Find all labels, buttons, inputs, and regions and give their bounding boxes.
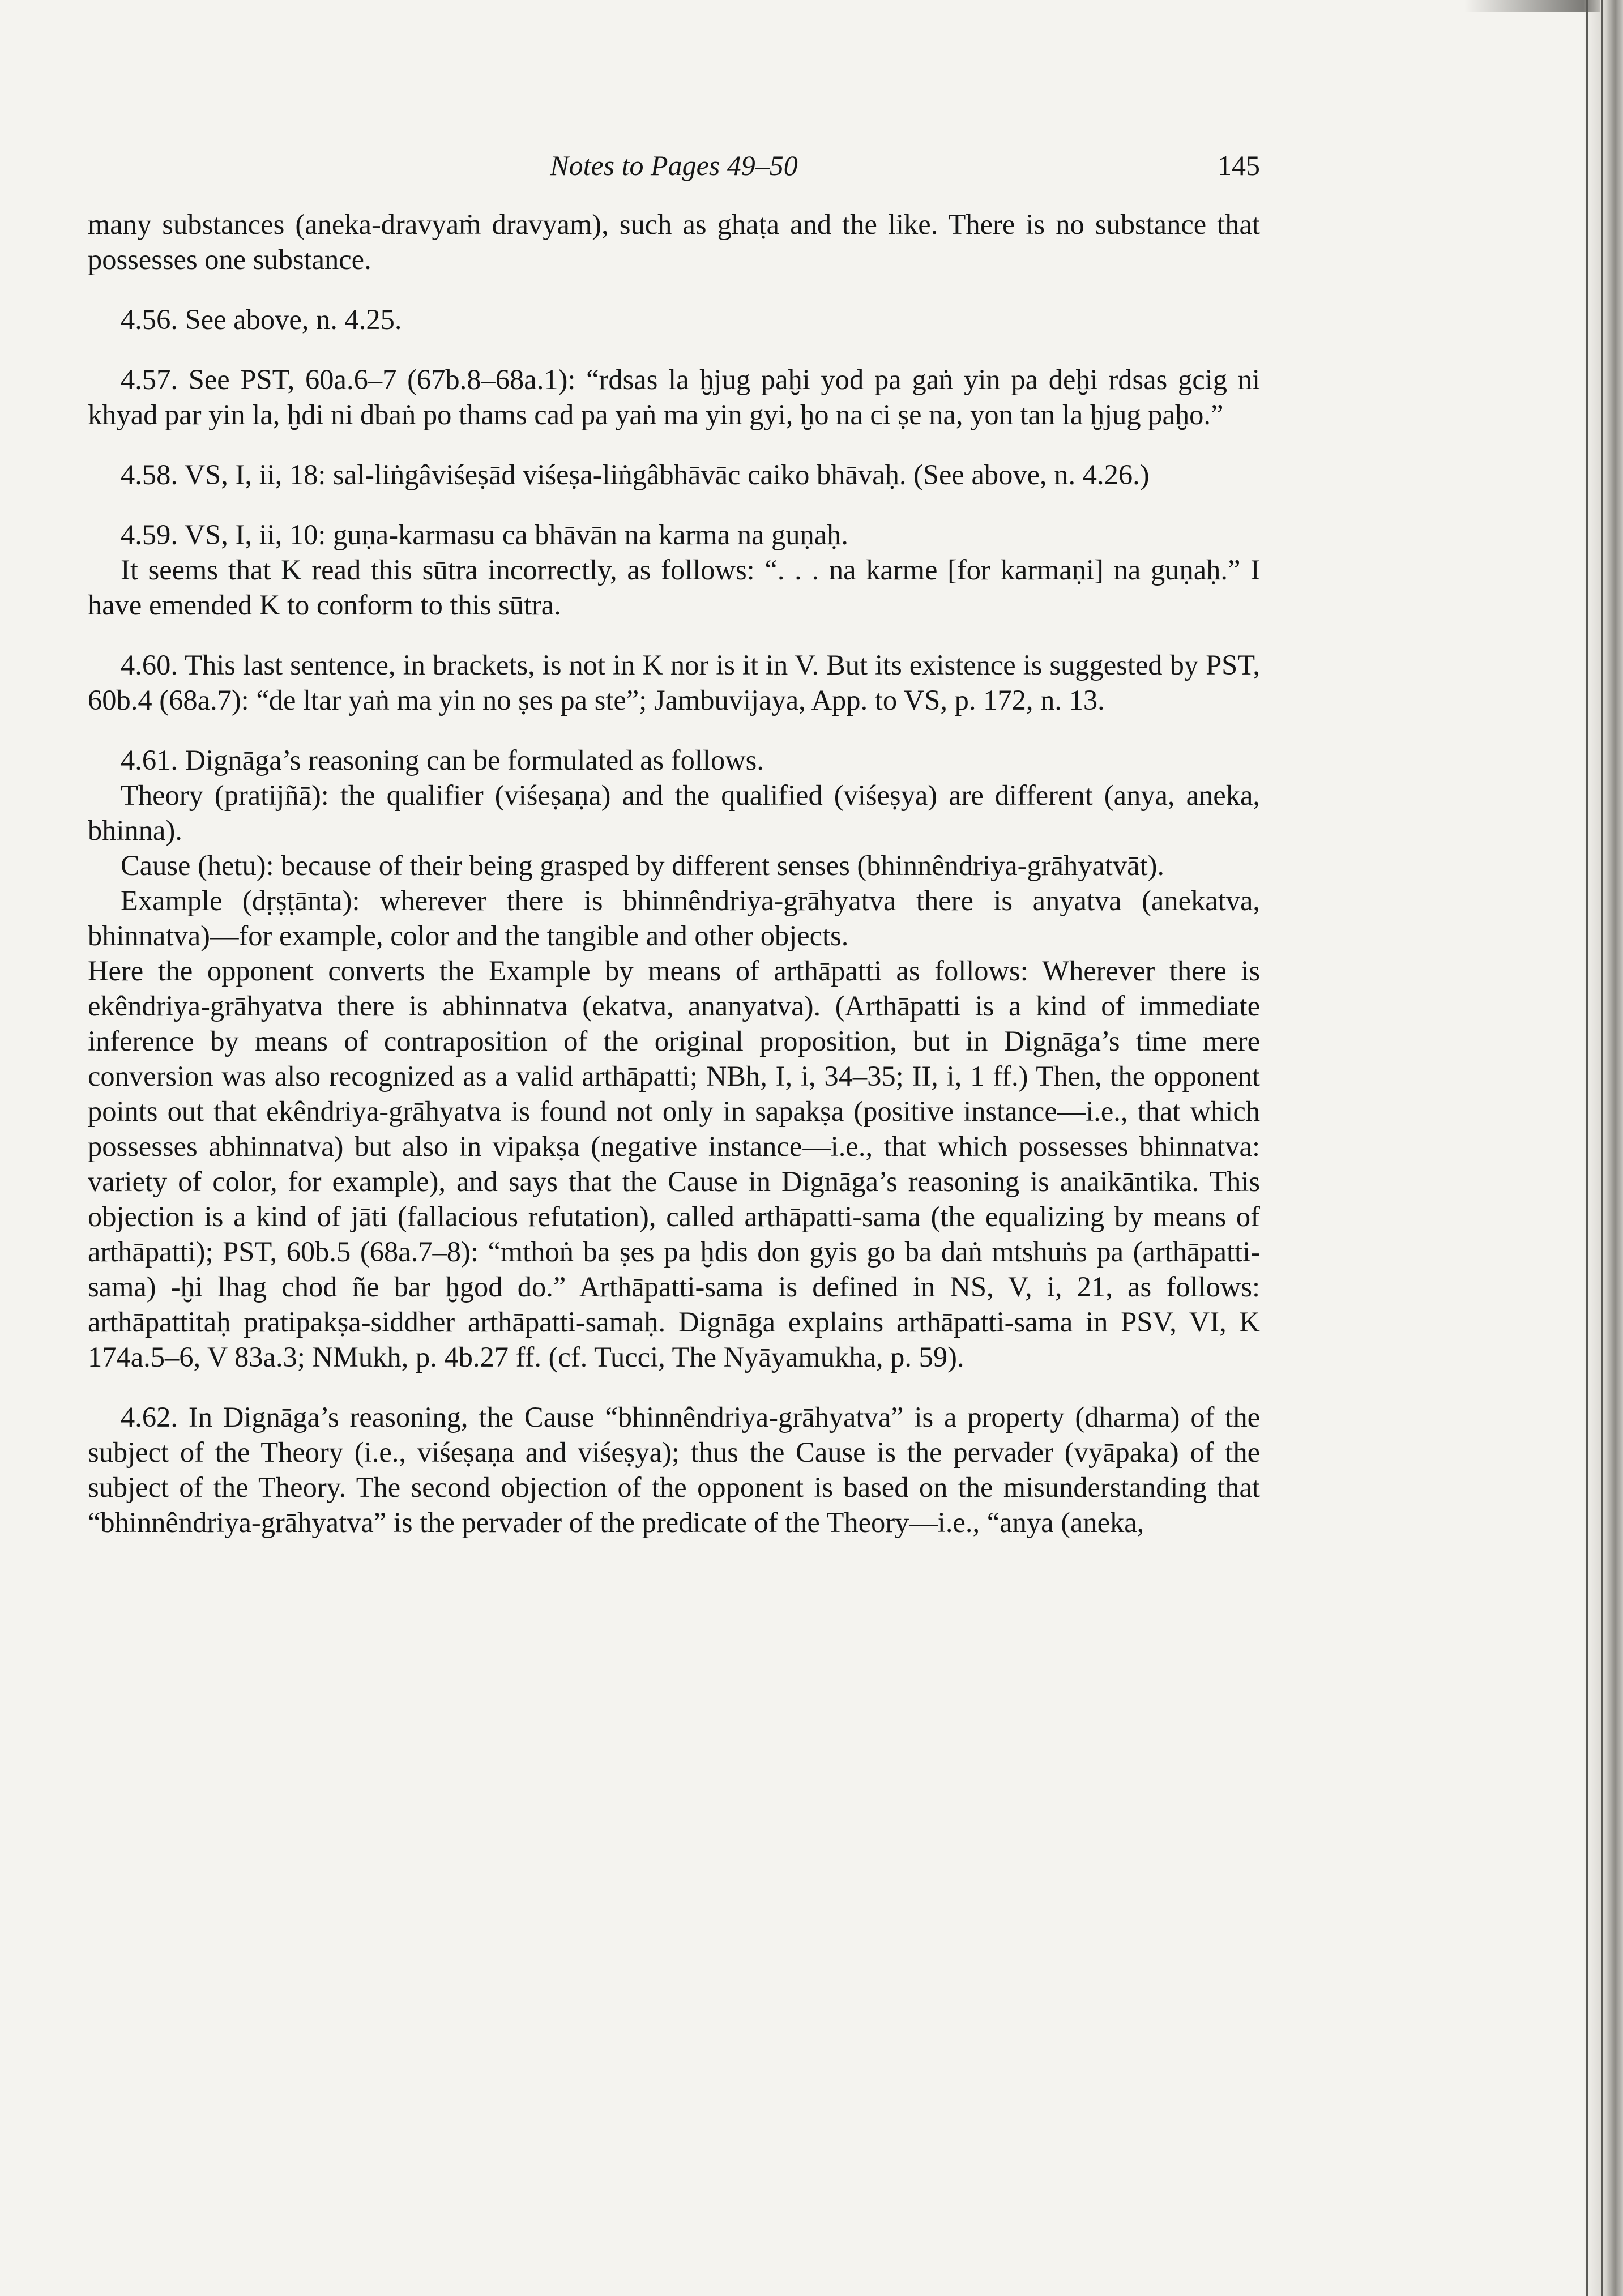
note-4-56: 4.56. See above, n. 4.25. xyxy=(121,304,402,335)
page-edge-line xyxy=(1586,0,1588,2296)
note-4-60: 4.60. This last sentence, in brackets, is not in K nor is it in V. But its existence is suggested by PST, 60b.4 (68a.7): “de ltar yaṅ ma yin no ṣes pa ste”; Jambuvijaya, App. to VS, p. 172, n. 13. xyxy=(88,649,1260,716)
paragraph: Theory (pratijñā): the qualifier (viśeṣaṇa) and the qualified (viśeṣya) are different (anya, aneka, bhinna). xyxy=(88,779,1260,846)
paragraph: Cause (hetu): because of their being grasped by different senses (bhinnêndriya-grāhyatvāt). xyxy=(121,850,1165,881)
page-edge-line xyxy=(1601,0,1603,2296)
header-title: Notes to Pages 49–50 xyxy=(550,150,798,181)
paragraph: many substances (aneka-dravyaṁ dravyam), such as ghaṭa and the like. There is no substance that possesses one substance. xyxy=(88,208,1260,275)
note-4-62: 4.62. In Dignāga’s reasoning, the Cause “bhinnêndriya-grāhyatva” is a property (dharma) of the subject of the Theory (i.e., viśeṣaṇa and viśeṣya); thus the Cause is the pervader (vyāpaka) of the subject of the Theory. The second objection of the opponent is based on the misunderstanding that “bhinnêndriya-grāhyatva” is the pervader of the predicate of the Theory—i.e., “anya (aneka, xyxy=(88,1401,1260,1538)
paragraph: Example (dṛṣṭānta): wherever there is bhinnêndriya-grāhyatva there is anyatva (anekatva, bhinnatva)—for example, color and the tangible and other objects. xyxy=(88,885,1260,951)
note-4-61: 4.61. Dignāga’s reasoning can be formulated as follows. xyxy=(121,744,764,776)
page-body xyxy=(88,207,1260,1540)
scan-mark xyxy=(1464,0,1600,12)
note-4-58: 4.58. VS, I, ii, 18: sal-liṅgâviśeṣād viśeṣa-liṅgâbhāvāc caiko bhāvaḥ. (See above, n. 4.26.) xyxy=(121,459,1150,490)
running-header xyxy=(88,149,1260,189)
paragraph: It seems that K read this sūtra incorrectly, as follows: “. . . na karme [for karmaṇi] na guṇaḥ.” I have emended K to conform to this sūtra. xyxy=(88,554,1260,621)
note-4-59: 4.59. VS, I, ii, 10: guṇa-karmasu ca bhāvān na karma na guṇaḥ. xyxy=(121,519,849,550)
paragraph: Here the opponent converts the Example by means of arthāpatti as follows: Wherever there is ekêndriya-grāhyatva there is abhinnatva (ekatva, ananyatva). (Arthāpatti is a kind of immediate inference by means of contraposition of the original proposition, but in Dignāga’s time mere conversion was also recognized as a valid arthāpatti; NBh, I, i, 34–35; II, i, 1 ff.) Then, the opponent points out that ekêndriya-grāhyatva is found not only in sapakṣa (positive instance—i.e., that which possesses abhinnatva) but also in vipakṣa (negative instance—i.e., that which possesses bhinnatva: variety of color, for example), and says that the Cause in Dignāga’s reasoning is anaikāntika. This objection is a kind of jāti (fallacious refutation), called arthāpatti-sama (the equalizing by means of arthāpatti); PST, 60b.5 (68a.7–8): “mthoṅ ba ṣes pa ḫdis don gyis go ba daṅ mtshuṅs pa (arthāpatti-sama) -ḫi lhag chod ñe bar ḫgod do.” Arthāpatti-sama is defined in NS, V, i, 21, as follows: arthāpattitaḥ pratipakṣa-siddher arthāpatti-samaḥ. Dignāga explains arthāpatti-sama in PSV, VI, K 174a.5–6, V 83a.3; NMukh, p. 4b.27 ff. (cf. Tucci, The Nyāyamukha, p. 59). xyxy=(88,955,1260,1373)
page-edge-shadow xyxy=(1583,0,1623,2296)
page-number: 145 xyxy=(1218,150,1260,181)
note-4-57: 4.57. See PST, 60a.6–7 (67b.8–68a.1): “rdsas la ḫjug paḫi yod pa gaṅ yin pa deḫi rdsas gcig ni khyad par yin la, ḫdi ni dbaṅ po thams cad pa yaṅ ma yin gyi, ḫo na ci ṣe na, yon tan la ḫjug paḫo.” xyxy=(88,364,1260,430)
